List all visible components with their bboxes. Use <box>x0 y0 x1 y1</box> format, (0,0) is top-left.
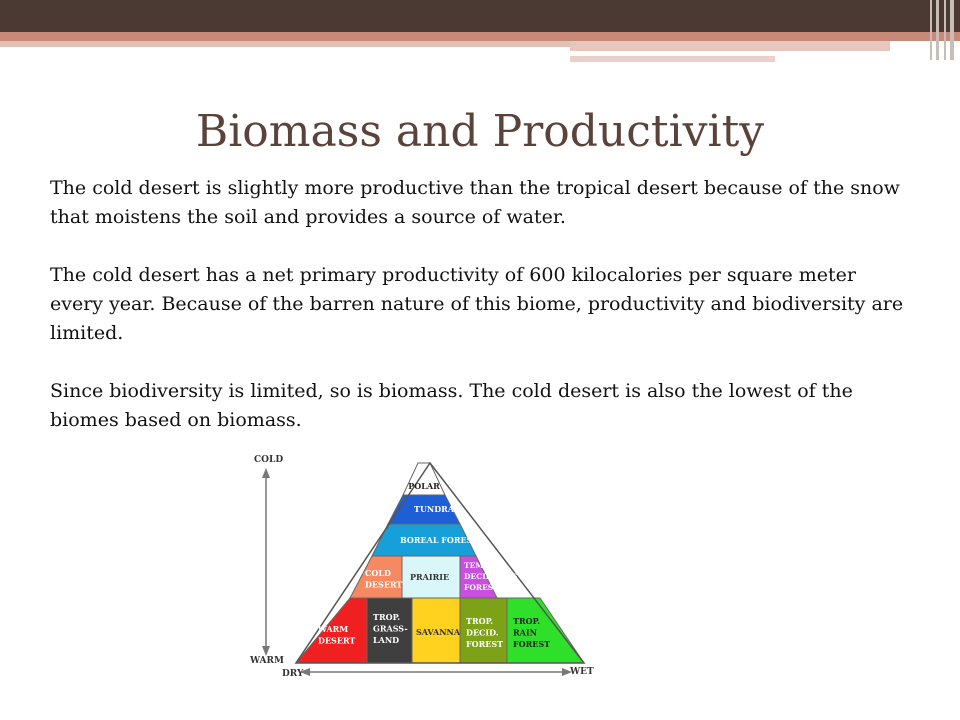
header-accent-stripe <box>0 32 960 41</box>
label-prairie-line: PRAIRIE <box>410 572 450 582</box>
header-accent-stripe-short <box>570 56 775 62</box>
axis-label-wet: WET <box>570 667 594 677</box>
label-boreal-forest <box>400 535 478 545</box>
header-accent-stripe-right <box>570 41 890 51</box>
label-trop_grassland-line: GRASS- <box>373 623 408 634</box>
cold-warm-axis <box>262 468 270 656</box>
axis-label-cold: COLD <box>254 455 284 465</box>
label-savanna-line: SAVANNA <box>416 627 461 637</box>
label-trop_decid-line: TROP. <box>466 616 494 626</box>
label-tundra <box>414 504 455 514</box>
label-polar <box>408 481 440 491</box>
label-temp_decid-line: FOREST <box>464 582 499 592</box>
label-cold_desert-line: COLD <box>365 568 391 578</box>
label-trop_rain-line: TROP. <box>513 616 541 626</box>
body-paragraph-2: The cold desert has a net primary productivity of 600 kilocalories per square meter every year. Because of the barren nature of this biome, productivity and biodiversity are limited. <box>50 264 904 344</box>
label-trop_decid-line: DECID. <box>466 627 499 638</box>
axis-label-warm: WARM <box>250 656 284 666</box>
axis-label-dry: DRY <box>282 669 304 679</box>
body-paragraph-3: Since biodiversity is limited, so is biomass. The cold desert is also the lowest of the biomes based on biomass. <box>50 380 853 431</box>
label-trop_grassland-line: LAND <box>373 635 400 646</box>
label-tundra-line: TUNDRA <box>414 504 455 514</box>
label-trop_rain-line: RAIN <box>513 627 537 638</box>
label-warm_desert-line: DESERT <box>318 635 356 646</box>
label-temp_decid-line: DECIDUOUS <box>464 571 518 581</box>
header-band <box>0 0 960 32</box>
label-warm_desert-line: WARM <box>318 624 349 634</box>
page-title: Biomass and Productivity <box>195 106 765 157</box>
label-trop_decid-line: FOREST <box>466 639 504 650</box>
label-boreal-line: BOREAL FOREST <box>400 535 479 545</box>
label-polar-line: POLAR <box>408 481 440 491</box>
label-cold_desert-line: DESERT <box>365 579 403 590</box>
header-vertical-line <box>930 0 932 60</box>
body-paragraph-1: The cold desert is slightly more productive than the tropical desert because of the snow that moistens the soil and provides a source of water. <box>50 177 900 228</box>
header-vertical-line <box>936 0 939 60</box>
header-vertical-line <box>950 0 954 60</box>
label-prairie <box>410 572 449 582</box>
label-savanna <box>416 627 461 637</box>
label-trop_rain-line: FOREST <box>513 639 551 650</box>
header-accent-stripe-light <box>0 41 570 47</box>
header-vertical-line <box>944 0 946 60</box>
biome-pyramid-diagram <box>250 450 595 685</box>
label-temp_decid-line: TEMP. <box>464 561 491 570</box>
label-trop_grassland-line: TROP. <box>373 612 401 622</box>
dry-wet-axis <box>300 668 572 676</box>
